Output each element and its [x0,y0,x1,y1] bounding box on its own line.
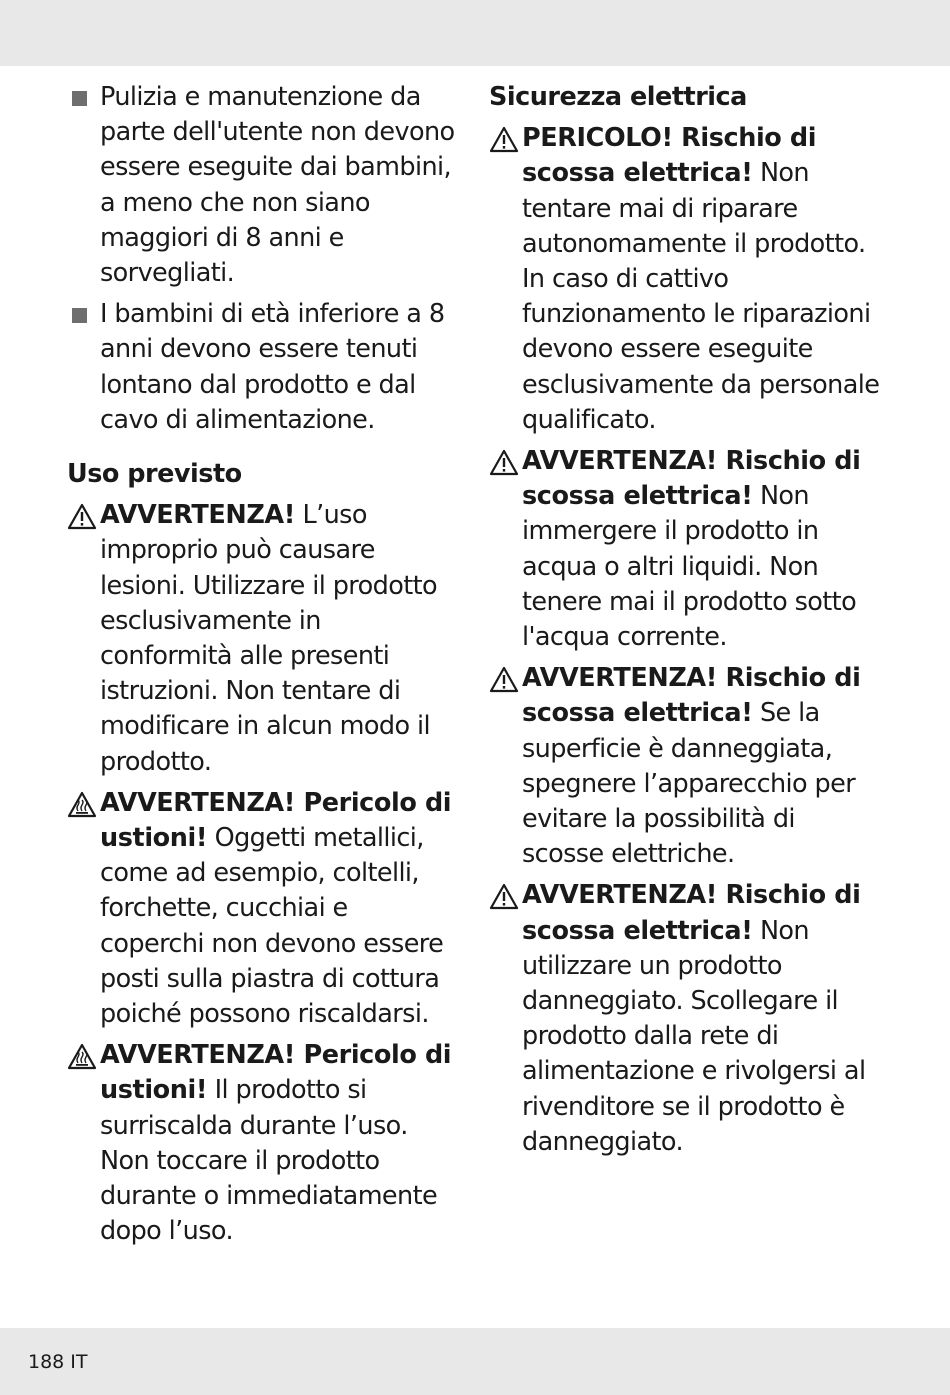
bullet-item [67,297,459,438]
warning-text: Se la superficie è danneggiata, spegnere l’apparecchio per evitare la possibilità di scosse elettriche. [522,698,856,870]
square-bullet-icon [67,80,99,115]
section-title-sicurezza-elettrica: Sicurezza elettrica [489,82,747,112]
warning-label: AVVERTENZA! Pericolo di ustioni! [100,1040,452,1106]
page-number: 188 IT [28,1351,88,1373]
warning-triangle-icon [67,498,99,533]
warning-item [67,1038,459,1249]
header-band [0,0,950,66]
warning-item [489,444,881,655]
warning-text: L’uso improprio può causare lesioni. Utilizzare il prodotto esclusivamente in conformità alle presenti istruzioni. Non tentare di modificare in alcun modo il prodotto. [100,500,438,777]
warning-item [489,661,881,872]
warning-item [489,878,881,1160]
warning-item [67,786,459,1032]
left-column [67,80,459,1256]
warning-text: Non tentare mai di riparare autonomamente il prodotto. In caso di cattivo funzionamento le riparazioni devono essere eseguite esclusivamente da personale qualificato. [522,158,880,435]
warning-item [67,498,459,780]
square-bullet-icon [67,297,99,332]
warning-triangle-icon [489,121,521,156]
hot-surface-icon [67,1038,99,1073]
warning-text: Il prodotto si surriscalda durante l’uso. Non toccare il prodotto durante o immediatamente dopo l’uso. [100,1075,438,1247]
warning-triangle-icon [489,661,521,696]
warning-triangle-icon [489,878,521,913]
warning-triangle-icon [489,444,521,479]
warning-label: AVVERTENZA! [100,500,295,531]
warning-label: PERICOLO! Rischio di scossa elettrica! [522,123,817,189]
warning-text: Oggetti metallici, come ad esempio, coltelli, forchette, cucchiai e coperchi non devono essere posti sulla piastra di cottura poiché possono riscaldarsi. [100,823,444,1030]
warning-label: AVVERTENZA! Rischio di scossa elettrica! [522,880,861,946]
section-title-uso-previsto: Uso previsto [67,459,242,490]
hot-surface-icon [67,786,99,821]
bullet-text: Pulizia e manutenzione da parte dell'utente non devono essere eseguite dai bambini, a meno che non siano maggiori di 8 anni e sorvegliati. [100,82,455,289]
bullet-text: I bambini di età inferiore a 8 anni devono essere tenuti lontano dal prodotto e dal cavo di alimentazione. [100,299,445,435]
warning-label: AVVERTENZA! Rischio di scossa elettrica! [522,663,861,729]
warning-text: Non utilizzare un prodotto danneggiato. Scollegare il prodotto dalla rete di alimentazione e rivolgersi al rivenditore se il prodotto è danneggiato. [522,915,866,1157]
footer-band [0,1328,950,1395]
warning-label: AVVERTENZA! Pericolo di ustioni! [100,787,452,854]
bullet-item [67,80,459,291]
warning-label: AVVERTENZA! Rischio di scossa elettrica! [522,446,861,512]
warning-item [489,121,881,438]
right-column [489,80,881,1166]
warning-text: Non immergere il prodotto in acqua o altri liquidi. Non tenere mai il prodotto sotto l'acqua corrente. [522,481,857,653]
